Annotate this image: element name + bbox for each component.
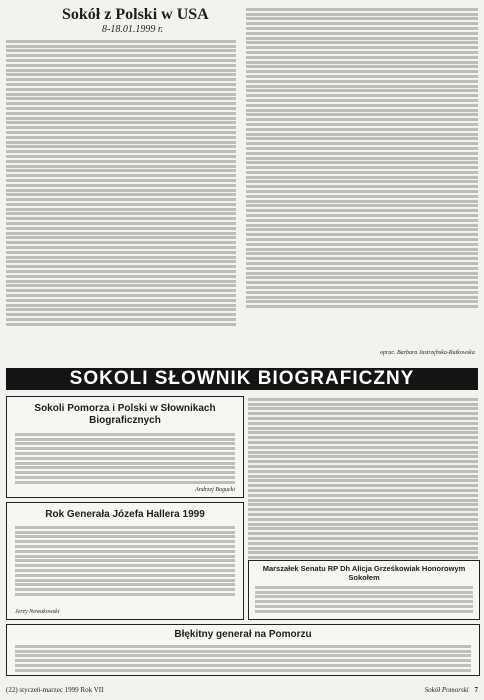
box-rok-hallera bbox=[6, 502, 244, 620]
page-footer-left: (22) styczeń-marzec 1999 Rok VII bbox=[6, 686, 104, 694]
footer-magazine-name: Sokół Pomorski bbox=[424, 686, 469, 694]
box-rok-hallera-text bbox=[15, 526, 235, 596]
article-date: 8-18.01.1999 r. bbox=[102, 24, 164, 35]
box-blekitny-text bbox=[15, 645, 471, 672]
box-marszalek-title: Marszałek Senatu RP Dh Alicja Grześkowiak Honorowym Sokołem bbox=[262, 564, 466, 582]
box-rok-hallera-title: Rok Generała Józefa Hallera 1999 bbox=[45, 509, 205, 520]
page-footer-right bbox=[425, 686, 478, 694]
box-sokoli-title: Sokoli Pomorza i Polski w Słownikach Biograficznych bbox=[34, 403, 216, 426]
box-marszalek-senatu bbox=[248, 560, 480, 620]
article-col-2 bbox=[246, 6, 478, 342]
footer-page-number: 7 bbox=[474, 686, 478, 694]
box-sokoli-pomorza bbox=[6, 396, 244, 498]
article-col-1 bbox=[6, 38, 236, 360]
box-rok-hallera-signature: Jerzy Nowakowski bbox=[15, 609, 60, 615]
box-blekitny-title: Błękitny generał na Pomorzu bbox=[174, 629, 312, 640]
box-blekitny-general bbox=[6, 624, 480, 676]
box-marszalek-text bbox=[255, 586, 473, 613]
article-title: Sokół z Polski w USA bbox=[62, 6, 209, 23]
box-sokoli-signature: Andrzej Bogucki bbox=[195, 487, 235, 493]
article-author: oprac. Barbara Jastrzębska-Rutkowska bbox=[380, 350, 475, 356]
section-banner-text: SOKOLI SŁOWNIK BIOGRAFICZNY bbox=[69, 368, 415, 389]
box-sokoli-text bbox=[15, 433, 235, 484]
section-banner bbox=[6, 368, 478, 390]
